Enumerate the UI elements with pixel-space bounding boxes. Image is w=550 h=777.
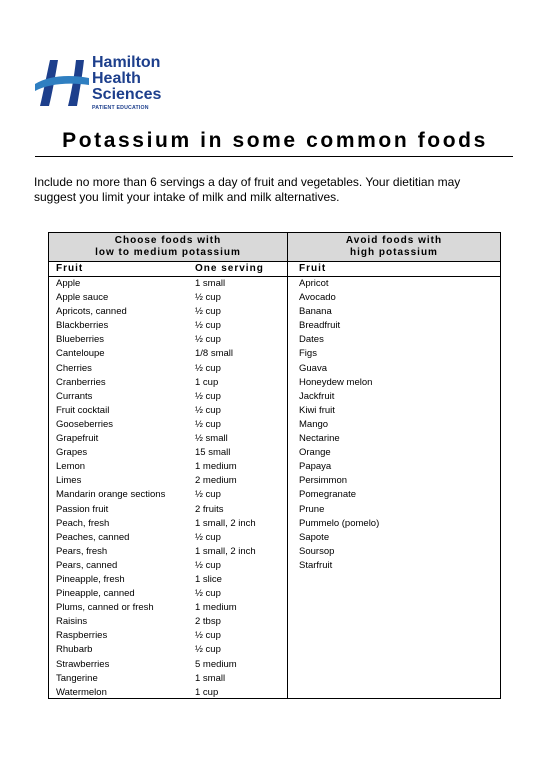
table-row — [49, 460, 500, 474]
serving-size: 2 medium — [195, 475, 237, 487]
high-food-name: Papaya — [299, 461, 332, 473]
low-food-name: Grapefruit — [56, 433, 99, 445]
table-row — [49, 686, 500, 700]
serving-size: ½ cup — [195, 559, 221, 571]
low-food-name: Currants — [56, 390, 93, 402]
low-food-name: Lemon — [56, 461, 86, 473]
table-row — [49, 658, 500, 672]
serving-size: 1 medium — [195, 461, 237, 473]
table-row — [49, 418, 500, 432]
table-row — [49, 601, 500, 615]
high-food-name: Nectarine — [299, 433, 340, 445]
low-food-name: Apple — [56, 278, 81, 289]
low-header-line1: Choose foods with — [114, 235, 222, 246]
column-headers — [49, 262, 500, 277]
table-row — [49, 643, 500, 657]
serving-size: ½ cup — [195, 418, 221, 430]
high-food-name: Starfruit — [299, 559, 333, 571]
table-row — [49, 333, 500, 347]
table-row — [49, 531, 500, 545]
serving-size: 1/8 small — [195, 348, 234, 360]
table-row — [49, 559, 500, 573]
low-food-name: Mandarin orange sections — [56, 489, 166, 501]
high-food-name: Orange — [299, 447, 331, 459]
high-potassium-header — [288, 235, 500, 259]
serving-size: ½ cup — [195, 292, 221, 304]
serving-size: ½ small — [195, 433, 228, 445]
high-food-name: Prune — [299, 503, 325, 515]
serving-size: 1 small, 2 inch — [195, 545, 256, 557]
low-food-name: Limes — [56, 475, 82, 487]
serving-size: ½ cup — [195, 320, 221, 332]
table-row — [49, 517, 500, 531]
low-food-name: Peaches, canned — [56, 531, 130, 543]
serving-size: ½ cup — [195, 362, 221, 374]
high-food-name: Kiwi fruit — [299, 404, 335, 416]
low-food-name: Pears, canned — [56, 559, 118, 571]
logo-name-line2: Health — [92, 70, 141, 87]
serving-size: ½ cup — [195, 334, 221, 346]
low-potassium-header — [49, 235, 287, 259]
serving-size: ½ cup — [195, 531, 221, 543]
low-food-name: Pineapple, fresh — [56, 573, 125, 585]
high-food-name: Guava — [299, 362, 327, 374]
low-food-name: Raspberries — [56, 630, 108, 642]
serving-size: 2 tbsp — [195, 616, 221, 628]
table-row — [49, 545, 500, 559]
logo-text — [92, 55, 161, 111]
serving-size: 1 slice — [195, 573, 222, 585]
logo-name-line1: Hamilton — [92, 54, 161, 71]
high-food-name: Figs — [299, 348, 317, 360]
col-serving: One serving — [195, 263, 264, 274]
serving-size: 1 cup — [195, 376, 219, 388]
table-header — [49, 233, 500, 262]
low-food-name: Cranberries — [56, 376, 106, 388]
table-row — [49, 362, 500, 376]
intro-paragraph: Include no more than 6 servings a day of fruit and vegetables. Your dietitian may suggest you limit your intake of milk and milk alternatives. — [34, 175, 461, 204]
low-food-name: Apple sauce — [56, 292, 109, 304]
table-row — [49, 277, 500, 291]
high-food-name: Banana — [299, 306, 332, 318]
serving-size: ½ cup — [195, 588, 221, 600]
high-food-name: Dates — [299, 334, 324, 346]
high-food-name: Persimmon — [299, 475, 348, 487]
serving-size: 15 small — [195, 447, 231, 459]
low-food-name: Pineapple, canned — [56, 588, 135, 600]
logo-name-line3: Sciences — [92, 86, 162, 103]
title-underline — [35, 156, 513, 157]
potassium-table — [48, 232, 501, 699]
high-food-name: Soursop — [299, 545, 335, 557]
low-food-name: Strawberries — [56, 658, 110, 670]
low-food-name: Passion fruit — [56, 503, 109, 515]
low-food-name: Tangerine — [56, 672, 98, 684]
low-food-name: Pears, fresh — [56, 545, 108, 557]
table-row — [49, 573, 500, 587]
table-row — [49, 587, 500, 601]
table-row — [49, 347, 500, 361]
col-fruit-high: Fruit — [299, 263, 327, 274]
serving-size: 2 fruits — [195, 503, 224, 515]
serving-size: ½ cup — [195, 489, 221, 501]
serving-size: ½ cup — [195, 630, 221, 642]
table-row — [49, 376, 500, 390]
serving-size: 1 small — [195, 672, 226, 684]
serving-size: ½ cup — [195, 306, 221, 318]
serving-size: 1 small, 2 inch — [195, 517, 256, 529]
high-food-name: Mango — [299, 418, 329, 430]
high-food-name: Breadfruit — [299, 320, 341, 332]
low-food-name: Raisins — [56, 616, 88, 628]
page-title: Potassium in some common foods — [62, 129, 488, 152]
low-food-name: Grapes — [56, 447, 88, 459]
hamilton-h-icon — [34, 56, 90, 108]
hospital-logo — [34, 56, 184, 120]
high-food-name: Sapote — [299, 531, 330, 543]
low-food-name: Watermelon — [56, 686, 107, 698]
table-row — [49, 404, 500, 418]
high-food-name: Pomegranate — [299, 489, 357, 501]
low-header-line2: low to medium potassium — [95, 247, 241, 258]
serving-size: ½ cup — [195, 404, 221, 416]
low-food-name: Blackberries — [56, 320, 109, 332]
serving-size: ½ cup — [195, 644, 221, 656]
low-food-name: Canteloupe — [56, 348, 105, 360]
low-food-name: Fruit cocktail — [56, 404, 110, 416]
serving-size: 1 medium — [195, 602, 237, 614]
table-row — [49, 672, 500, 686]
table-row — [49, 319, 500, 333]
high-food-name: Avocado — [299, 292, 336, 304]
table-row — [49, 615, 500, 629]
table-row — [49, 488, 500, 502]
serving-size: 5 medium — [195, 658, 237, 670]
high-food-name: Pummelo (pomelo) — [299, 517, 380, 529]
table-row — [49, 446, 500, 460]
logo-subtitle: PATIENT EDUCATION — [92, 105, 149, 111]
table-row — [49, 432, 500, 446]
high-food-name: Jackfruit — [299, 390, 335, 402]
low-food-name: Apricots, canned — [56, 306, 127, 318]
serving-size: ½ cup — [195, 390, 221, 402]
serving-size: 1 cup — [195, 686, 219, 698]
table-row — [49, 629, 500, 643]
table-row — [49, 474, 500, 488]
low-food-name: Cherries — [56, 362, 92, 374]
low-food-name: Peach, fresh — [56, 517, 110, 529]
high-header-line2: high potassium — [350, 247, 438, 258]
table-row — [49, 390, 500, 404]
low-food-name: Rhubarb — [56, 644, 93, 656]
table-row — [49, 503, 500, 517]
high-header-line1: Avoid foods with — [345, 235, 443, 246]
table-body — [49, 277, 500, 700]
high-food-name: Apricot — [299, 278, 329, 289]
low-food-name: Gooseberries — [56, 418, 114, 430]
high-food-name: Honeydew melon — [299, 376, 373, 388]
table-row — [49, 291, 500, 305]
low-food-name: Plums, canned or fresh — [56, 602, 154, 614]
table-row — [49, 305, 500, 319]
low-food-name: Blueberries — [56, 334, 105, 346]
col-fruit-low: Fruit — [56, 263, 84, 274]
serving-size: 1 small — [195, 278, 226, 289]
